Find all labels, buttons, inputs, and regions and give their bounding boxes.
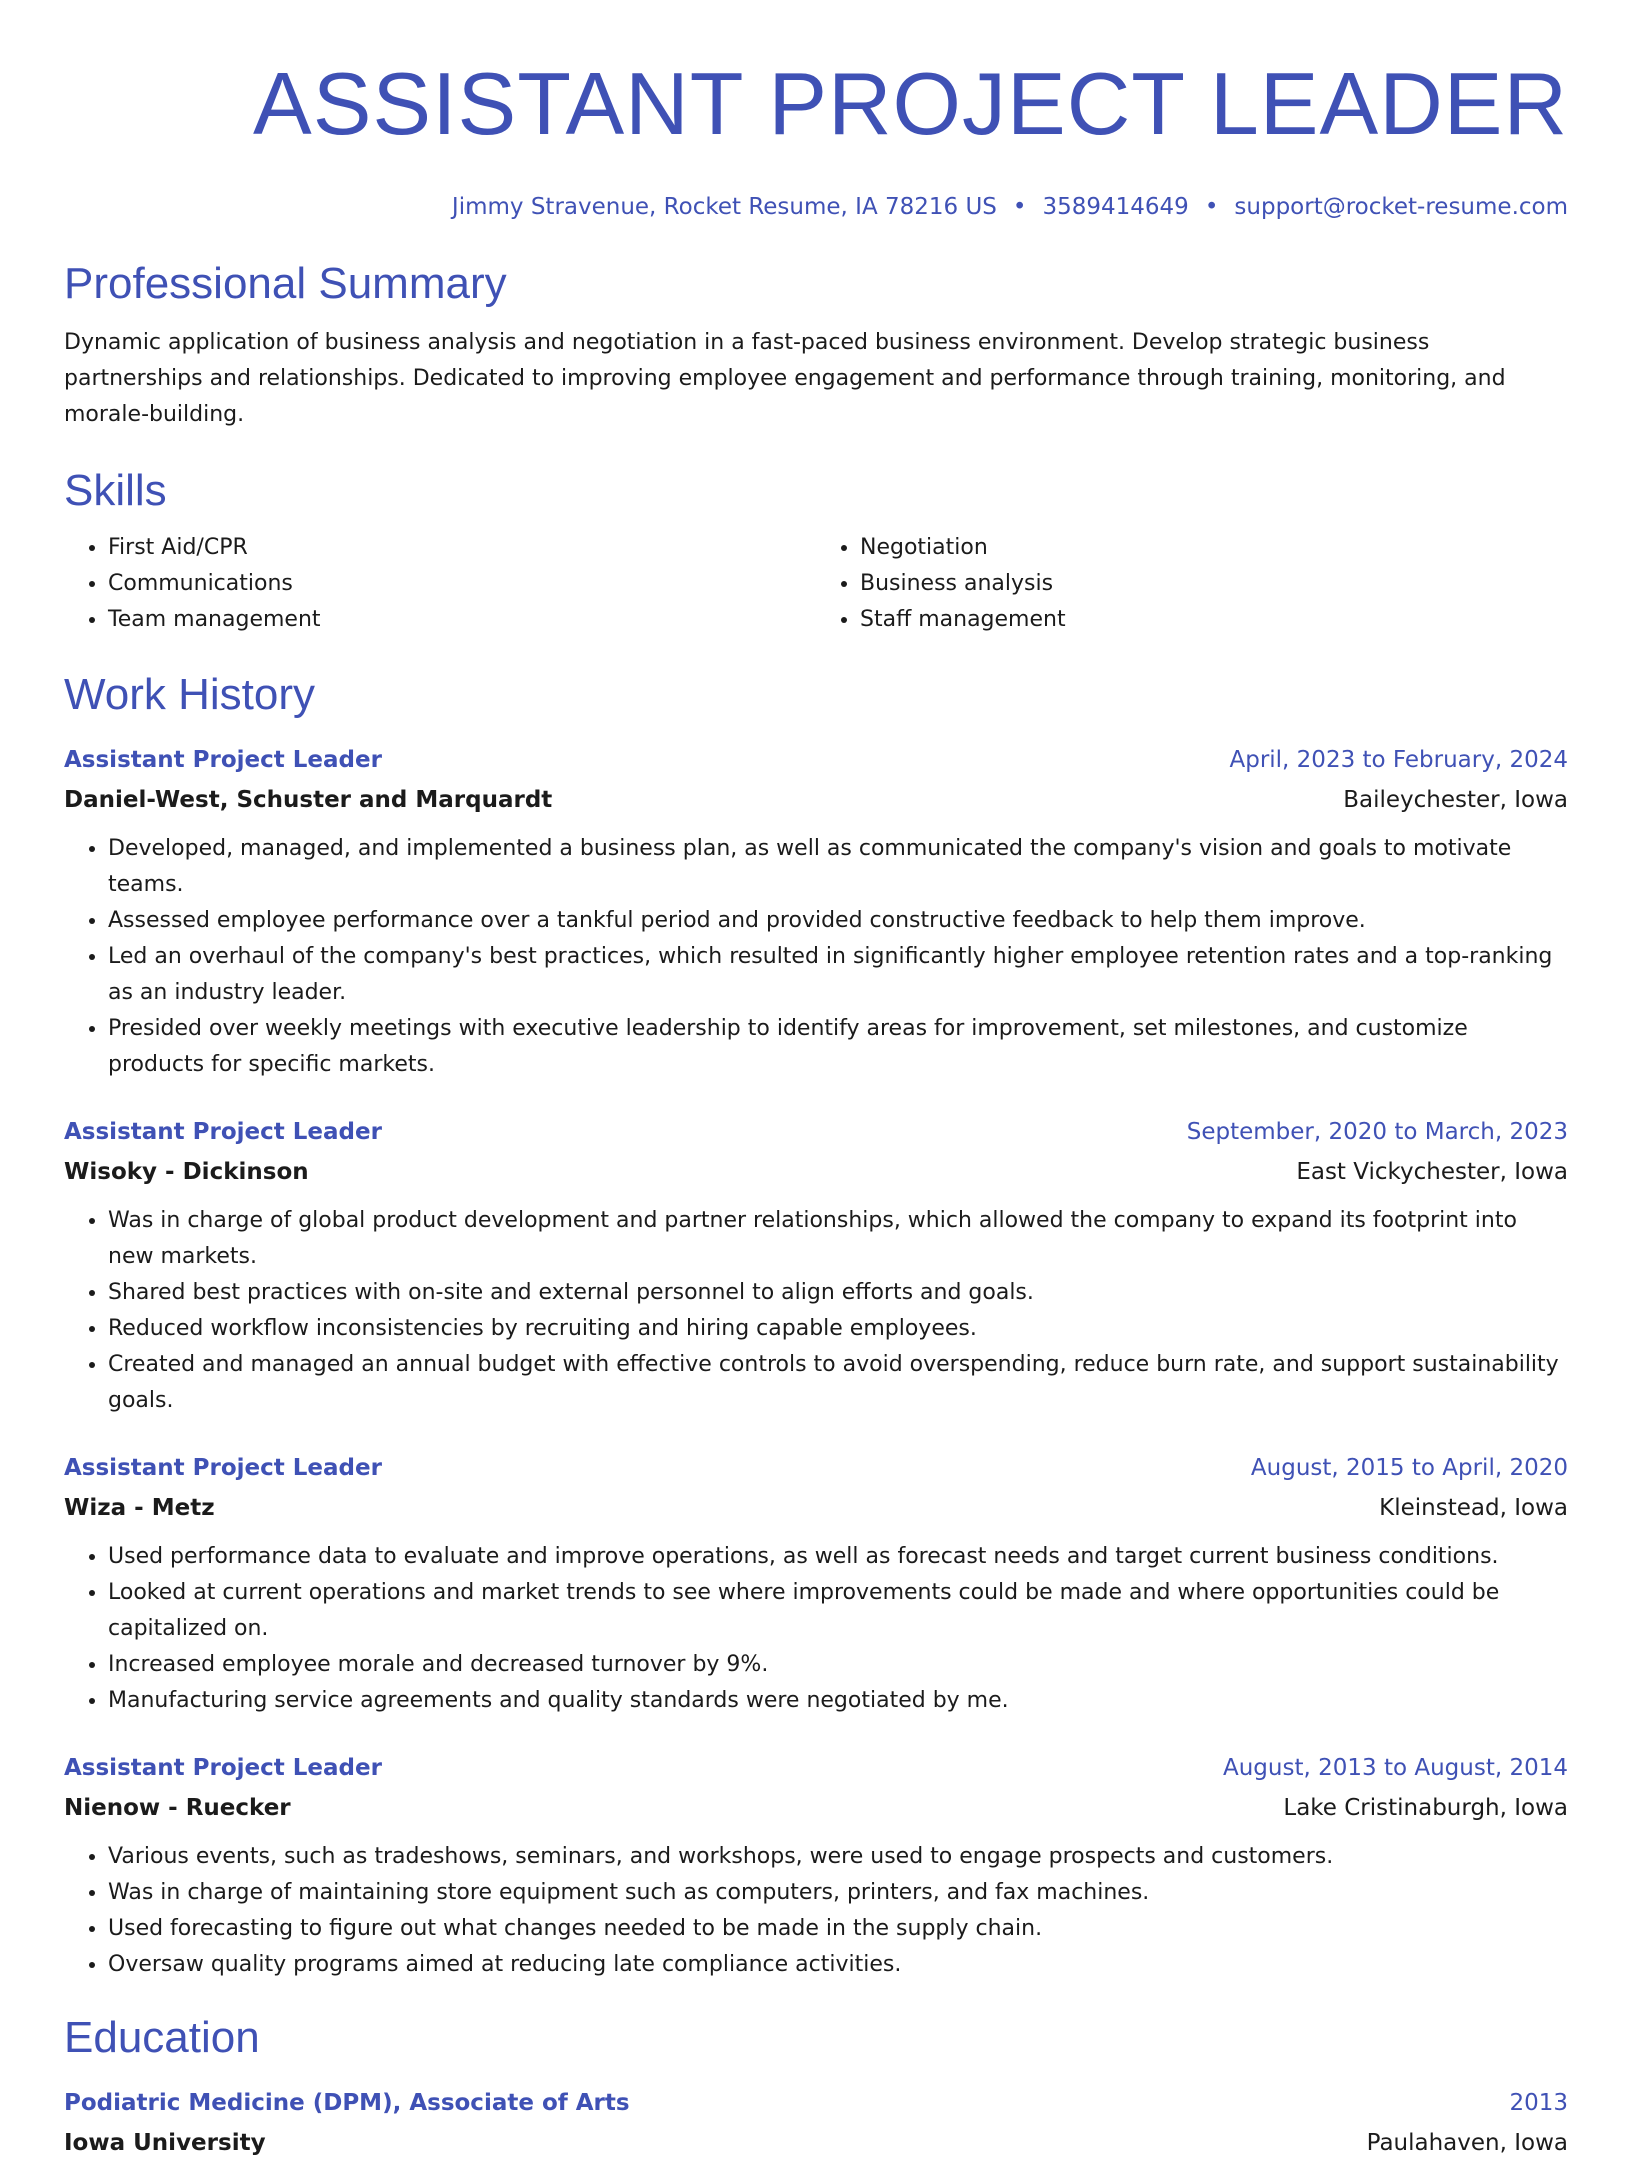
job-title: Assistant Project Leader [64,1119,382,1145]
skills-column-right [816,530,1568,638]
job-header-row [64,740,1568,780]
job-bullets [64,1203,1568,1419]
resume-name-heading: ASSISTANT PROJECT LEADER [253,54,1568,153]
skills-list [64,530,1568,638]
education-degree: Podiatric Medicine (DPM), Associate of Arts [64,2090,630,2116]
education-school-row [64,2123,1568,2163]
job-bullet: • Used performance data to evaluate and improve operations, as well as forecast needs and target current business conditions. [108,1539,1568,1575]
contact-phone: 3589414649 [1042,194,1189,220]
job-bullets [64,1539,1568,1719]
education-header-row [64,2083,1568,2123]
job-entry [64,1112,1568,1419]
job-title: Assistant Project Leader [64,1755,382,1781]
job-bullet: • Looked at current operations and market trends to see where improvements could be made and where opportunities could be capitalized on. [108,1575,1568,1647]
contact-separator: • [1204,194,1219,220]
job-location: Kleinstead, Iowa [1379,1495,1568,1521]
job-bullets [64,831,1568,1083]
job-dates: August, 2013 to August, 2014 [1223,1755,1568,1781]
work-history-section-title: Work History [64,670,315,719]
skill-item: • Negotiation [860,530,1568,566]
job-title: Assistant Project Leader [64,1455,382,1481]
education-year: 2013 [1509,2090,1568,2116]
contact-separator: • [1012,194,1027,220]
job-bullet: • Increased employee morale and decreased turnover by 9%. [108,1647,1568,1683]
job-bullet: • Developed, managed, and implemented a business plan, as well as communicated the company's vision and goals to motivate teams. [108,831,1568,903]
skill-item: • Business analysis [860,566,1568,602]
job-bullet: • Was in charge of global product development and partner relationships, which allowed the company to expand its footprint into new markets. [108,1203,1568,1275]
job-company: Wiza - Metz [64,1495,215,1521]
job-location: Baileychester, Iowa [1343,787,1568,813]
job-bullet: • Oversaw quality programs aimed at reducing late compliance activities. [108,1947,1568,1983]
job-bullet: • Shared best practices with on-site and external personnel to align efforts and goals. [108,1275,1568,1311]
job-company-row [64,1788,1568,1828]
summary-section-title: Professional Summary [64,259,507,308]
summary-text: Dynamic application of business analysis and negotiation in a fast-paced business environment. Develop strategic business partnerships and relationships. Dedicated to improving employee engagement and performance through training, monitoring, and morale-building. [64,330,1506,427]
job-dates: September, 2020 to March, 2023 [1186,1119,1568,1145]
job-header-row [64,1448,1568,1488]
job-bullet: • Reduced workflow inconsistencies by recruiting and hiring capable employees. [108,1311,1568,1347]
contact-line [64,192,1568,222]
job-entry [64,740,1568,1083]
job-location: East Vickychester, Iowa [1296,1159,1568,1185]
job-bullet: • Created and managed an annual budget with effective controls to avoid overspending, reduce burn rate, and support sustainability goals. [108,1347,1568,1419]
education-school: Iowa University [64,2130,266,2156]
education-section-title: Education [64,2013,260,2062]
education-location: Paulahaven, Iowa [1366,2130,1568,2156]
education-entry [64,2083,1568,2163]
job-company-row [64,780,1568,820]
skills-column-left [64,530,816,638]
job-company-row [64,1488,1568,1528]
skill-item: • Staff management [860,602,1568,638]
job-bullet: • Manufacturing service agreements and quality standards were negotiated by me. [108,1683,1568,1719]
skills-section-title: Skills [64,466,167,515]
job-bullet: • Assessed employee performance over a tankful period and provided constructive feedback to help them improve. [108,903,1568,939]
job-location: Lake Cristinaburgh, Iowa [1283,1795,1568,1821]
skill-item: • Communications [108,566,816,602]
job-bullet: • Was in charge of maintaining store equipment such as computers, printers, and fax machines. [108,1875,1568,1911]
job-bullets [64,1839,1568,1983]
job-bullet: • Various events, such as tradeshows, seminars, and workshops, were used to engage prospects and customers. [108,1839,1568,1875]
skill-item: • First Aid/CPR [108,530,816,566]
skill-item: • Team management [108,602,816,638]
job-bullet: • Presided over weekly meetings with executive leadership to identify areas for improvement, set milestones, and customize products for specific markets. [108,1011,1568,1083]
job-bullet: • Led an overhaul of the company's best practices, which resulted in significantly higher employee retention rates and a top-ranking as an industry leader. [108,939,1568,1011]
job-header-row [64,1112,1568,1152]
job-entry [64,1748,1568,1983]
job-title: Assistant Project Leader [64,747,382,773]
contact-address: Jimmy Stravenue, Rocket Resume, IA 78216 US [451,194,997,220]
job-company-row [64,1152,1568,1192]
job-company: Daniel-West, Schuster and Marquardt [64,787,553,813]
job-bullet: • Used forecasting to figure out what changes needed to be made in the supply chain. [108,1911,1568,1947]
job-company: Wisoky - Dickinson [64,1159,309,1185]
job-entry [64,1448,1568,1719]
job-header-row [64,1748,1568,1788]
job-company: Nienow - Ruecker [64,1795,291,1821]
job-dates: April, 2023 to February, 2024 [1229,747,1568,773]
job-dates: August, 2015 to April, 2020 [1250,1455,1568,1481]
contact-email: support@rocket-resume.com [1234,194,1568,220]
